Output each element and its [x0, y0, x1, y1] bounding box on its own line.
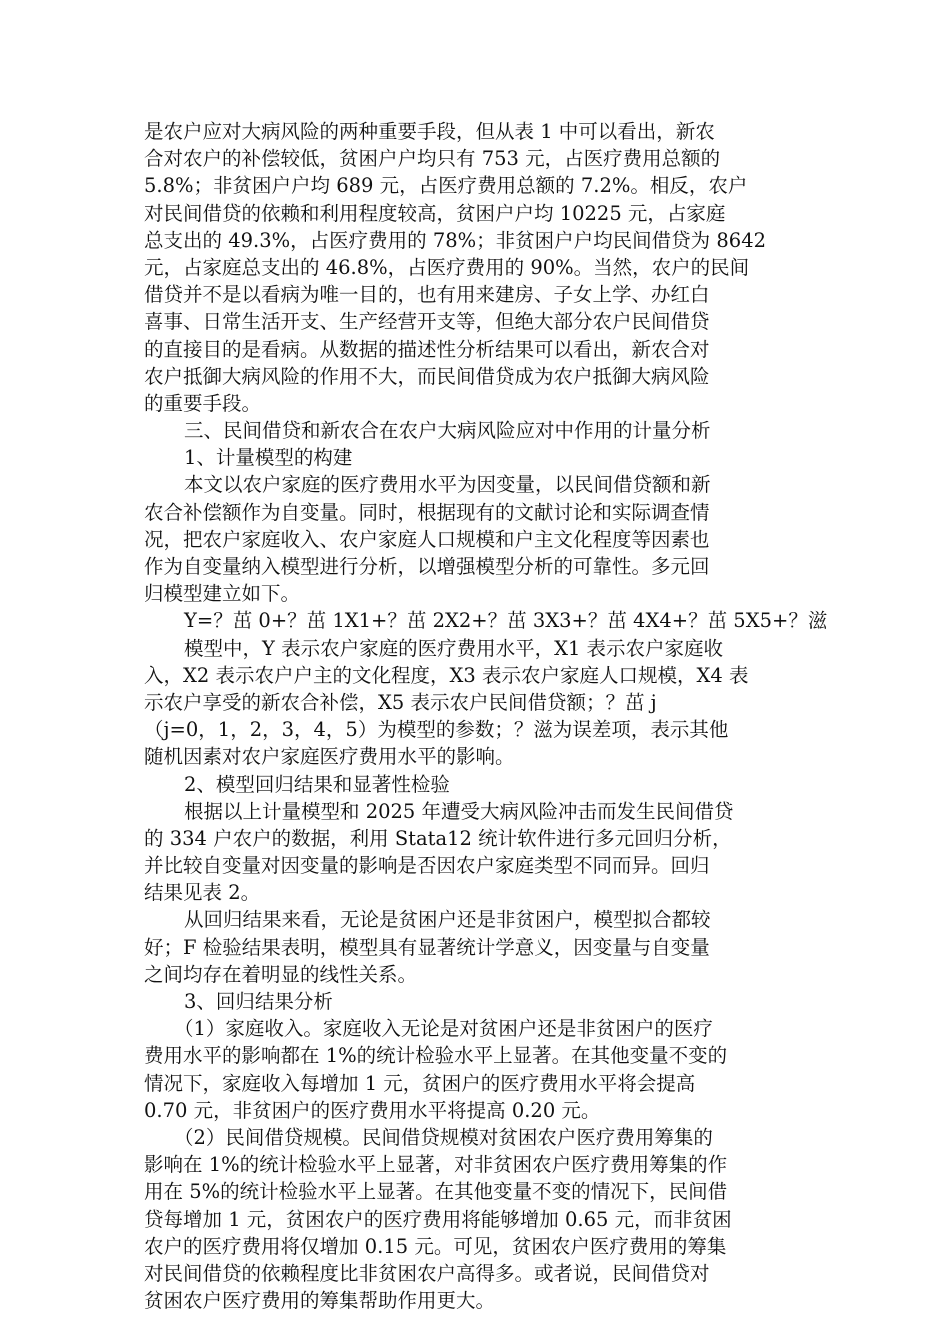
text-line: 模型中，Y 表示农户家庭的医疗费用水平，X1 表示农户家庭收: [184, 636, 724, 660]
text-line: 归模型建立如下。: [144, 582, 301, 606]
text-line: 用在 5%的统计检验水平上显著。在其他变量不变的情况下，民间借: [144, 1180, 728, 1204]
text-line: 贫困农户医疗费用的筹集帮助作用更大。: [144, 1289, 496, 1313]
text-line: 作为自变量纳入模型进行分析，以增强模型分析的可靠性。多元回: [144, 555, 710, 578]
text-line: （j=0，1，2，3，4，5）为模型的参数；？滋为误差项，表示其他: [144, 718, 729, 742]
text-line: （1）家庭收入。家庭收入无论是对贫困户还是非贫困户的医疗: [174, 1017, 713, 1041]
text-line: 示农户享受的新农合补偿，X5 表示农户民间借贷额；？茁 j: [144, 690, 657, 714]
text-line: 的直接目的是看病。从数据的描述性分析结果可以看出，新农合对: [144, 337, 710, 361]
text-line: 农户的医疗费用将仅增加 0.15 元。可见，贫困农户医疗费用的筹集: [144, 1234, 727, 1258]
text-line: 根据以上计量模型和 2025 年遭受大病风险冲击而发生民间借贷: [184, 799, 734, 823]
text-line: 随机因素对农户家庭医疗费用水平的影响。: [144, 745, 515, 769]
text-line: 对民间借贷的依赖和利用程度较高，贫困户户均 10225 元，占家庭: [144, 201, 726, 225]
text-line: 1、计量模型的构建: [184, 446, 353, 470]
text-line: 影响在 1%的统计检验水平上显著，对非贫困农户医疗费用筹集的作: [144, 1153, 728, 1177]
text-line: 情况下，家庭收入每增加 1 元，贫困户的医疗费用水平将会提高: [144, 1071, 696, 1095]
text-line: 结果见表 2。: [144, 881, 261, 905]
text-line: 对民间借贷的依赖程度比非贫困农户高得多。或者说，民间借贷对: [144, 1261, 710, 1285]
text-line: （2）民间借贷规模。民间借贷规模对贫困农户医疗费用筹集的: [174, 1125, 713, 1149]
text-line: 入，X2 表示农户户主的文化程度，X3 表示农户家庭人口规模，X4 表: [144, 663, 749, 687]
text-line: 2、模型回归结果和显著性检验: [184, 772, 450, 796]
text-line: 并比较自变量对因变量的影响是否因农户家庭类型不同而异。回归: [144, 854, 710, 878]
text-line: 本文以农户家庭的医疗费用水平为因变量，以民间借贷额和新: [184, 473, 711, 497]
text-line: 是农户应对大病风险的两种重要手段，但从表 1 中可以看出，新农: [144, 120, 715, 143]
text-line: 借贷并不是以看病为唯一目的，也有用来建房、子女上学、办红白: [144, 283, 710, 307]
text-line: 好；F 检验结果表明，模型具有显著统计学意义，因变量与自变量: [144, 935, 710, 959]
text-line: 之间均存在着明显的线性关系。: [144, 962, 418, 986]
text-line: 三、民间借贷和新农合在农户大病风险应对中作用的计量分析: [184, 419, 711, 443]
document-body: [144, 118, 828, 1314]
text-line: 从回归结果来看，无论是贫困户还是非贫困户，模型拟合都较: [184, 908, 711, 932]
text-line: 0.70 元，非贫困户的医疗费用水平将提高 0.20 元。: [144, 1098, 601, 1122]
text-line: 农合补偿额作为自变量。同时，根据现有的文献讨论和实际调查情: [144, 500, 710, 524]
text-line: 合对农户的补偿较低，贫困户户均只有 753 元，占医疗费用总额的: [144, 147, 721, 171]
text-line: 5.8%；非贫困户户均 689 元，占医疗费用总额的 7.2%。相反，农户: [144, 174, 748, 198]
text-line: 费用水平的影响都在 1%的统计检验水平上显著。在其他变量不变的: [144, 1044, 728, 1068]
text-line: 3、回归结果分析: [184, 990, 333, 1013]
text-line: 的重要手段。: [144, 391, 262, 415]
text-line: 农户抵御大病风险的作用不大，而民间借贷成为农户抵御大病风险: [144, 364, 710, 388]
text-line: 元，占家庭总支出的 46.8%，占医疗费用的 90%。当然，农户的民间: [144, 255, 750, 279]
text-line: 况，把农户家庭收入、农户家庭人口规模和户主文化程度等因素也: [144, 527, 710, 551]
text-line: 总支出的 49.3%，占医疗费用的 78%；非贫困户户均民间借贷为 8642: [144, 228, 767, 252]
text-line: 的 334 户农户的数据，利用 Stata12 统计软件进行多元回归分析，: [144, 826, 732, 850]
text-line: Y=？茁 0+？茁 1X1+？茁 2X2+？茁 3X3+？茁 4X4+？茁 5X5+？滋: [184, 609, 828, 633]
text-line: 贷每增加 1 元，贫困农户的医疗费用将能够增加 0.65 元，而非贫困: [144, 1207, 732, 1231]
text-line: 喜事、日常生活开支、生产经营开支等，但绝大部分农户民间借贷: [144, 310, 710, 334]
